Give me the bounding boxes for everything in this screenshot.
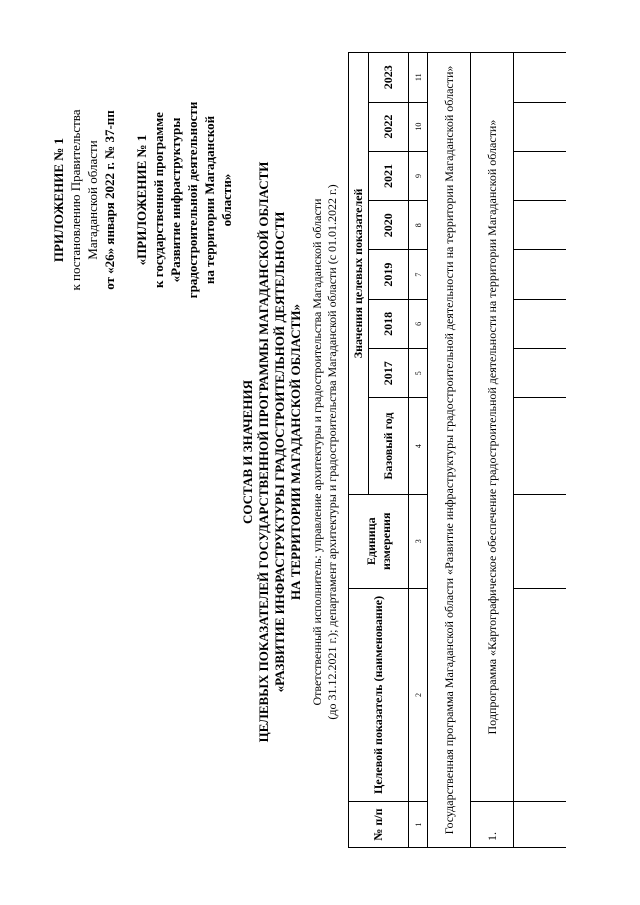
rotated-page [40, 32, 620, 872]
subprogram-row [471, 53, 514, 848]
column-number: 10 [409, 102, 428, 151]
subprogram-num: 1. [471, 802, 514, 848]
indicators-table [348, 52, 566, 848]
title-line: «РАЗВИТИЕ ИНФРАСТРУКТУРЫ ГРАДОСТРОИТЕЛЬНОЙ ДЕЯТЕЛЬНОСТИ [272, 211, 287, 693]
column-number: 3 [409, 494, 428, 588]
title-line: СОСТАВ И ЗНАЧЕНИЯ [240, 380, 255, 524]
title-line: НА ТЕРРИТОРИИ МАГАДАНСКОЙ ОБЛАСТИ» [288, 304, 303, 600]
column-number: 6 [409, 299, 428, 348]
header-year: 2021 [369, 151, 409, 200]
appendix-line: Магаданской области [85, 140, 100, 260]
header-year: 2022 [369, 102, 409, 151]
subprogram-text: Подпрограмма «Картографическое обеспечение градостроительной деятельности на территории Магаданской области» [471, 53, 514, 802]
responsible-line: (до 31.12.2021 г.); департамент архитектуры и градостроительства Магаданской области (с 01.01.2022 г.) [325, 184, 339, 720]
appendix-line: ПРИЛОЖЕНИЕ № 1 [51, 137, 66, 263]
document-title [240, 52, 304, 852]
header-num: № п/п [349, 802, 409, 848]
header-year: 2023 [369, 53, 409, 103]
appendix-line: градостроительной деятельности [185, 101, 200, 299]
header-year: 2019 [369, 250, 409, 299]
column-number: 2 [409, 588, 428, 801]
column-number: 1 [409, 802, 428, 848]
header-indicator: Целевой показатель (наименование) [349, 588, 409, 801]
header-year: Базовый год [369, 398, 409, 494]
column-number: 9 [409, 151, 428, 200]
table-row-continuation [514, 53, 567, 848]
appendix-line: области» [219, 173, 234, 227]
appendix-line: к постановлению Правительства [68, 109, 83, 291]
column-number: 4 [409, 398, 428, 494]
program-row [428, 53, 471, 848]
appendix-line: от «26» января 2022 г. № 37-пп [102, 110, 117, 290]
header-year: 2020 [369, 201, 409, 250]
column-number: 7 [409, 250, 428, 299]
responsible-line: Ответственный исполнитель: управление архитектуры и градостроительства Магаданской области [310, 198, 324, 706]
responsible-executor [310, 52, 340, 852]
appendix-line: к государственной программе [151, 112, 166, 288]
column-number: 11 [409, 53, 428, 103]
header-year: 2018 [369, 299, 409, 348]
appendix-block [50, 60, 235, 340]
program-row-text: Государственная программа Магаданской области «Развитие инфраструктуры градостроительной деятельности на территории Магаданской области» [428, 53, 471, 848]
appendix-line: «Развитие инфраструктуры [168, 117, 183, 283]
appendix-line: «ПРИЛОЖЕНИЕ № 1 [134, 134, 149, 266]
column-number: 8 [409, 201, 428, 250]
header-year: 2017 [369, 349, 409, 398]
column-number-row [409, 53, 428, 848]
header-values-group: Значения целевых показателей [349, 53, 369, 495]
appendix-line: на территории Магаданской [202, 115, 217, 285]
column-number: 5 [409, 349, 428, 398]
title-line: ЦЕЛЕВЫХ ПОКАЗАТЕЛЕЙ ГОСУДАРСТВЕННОЙ ПРОГРАММЫ МАГАДАНСКОЙ ОБЛАСТИ [256, 161, 271, 743]
header-unit: Единица измерения [349, 494, 409, 588]
